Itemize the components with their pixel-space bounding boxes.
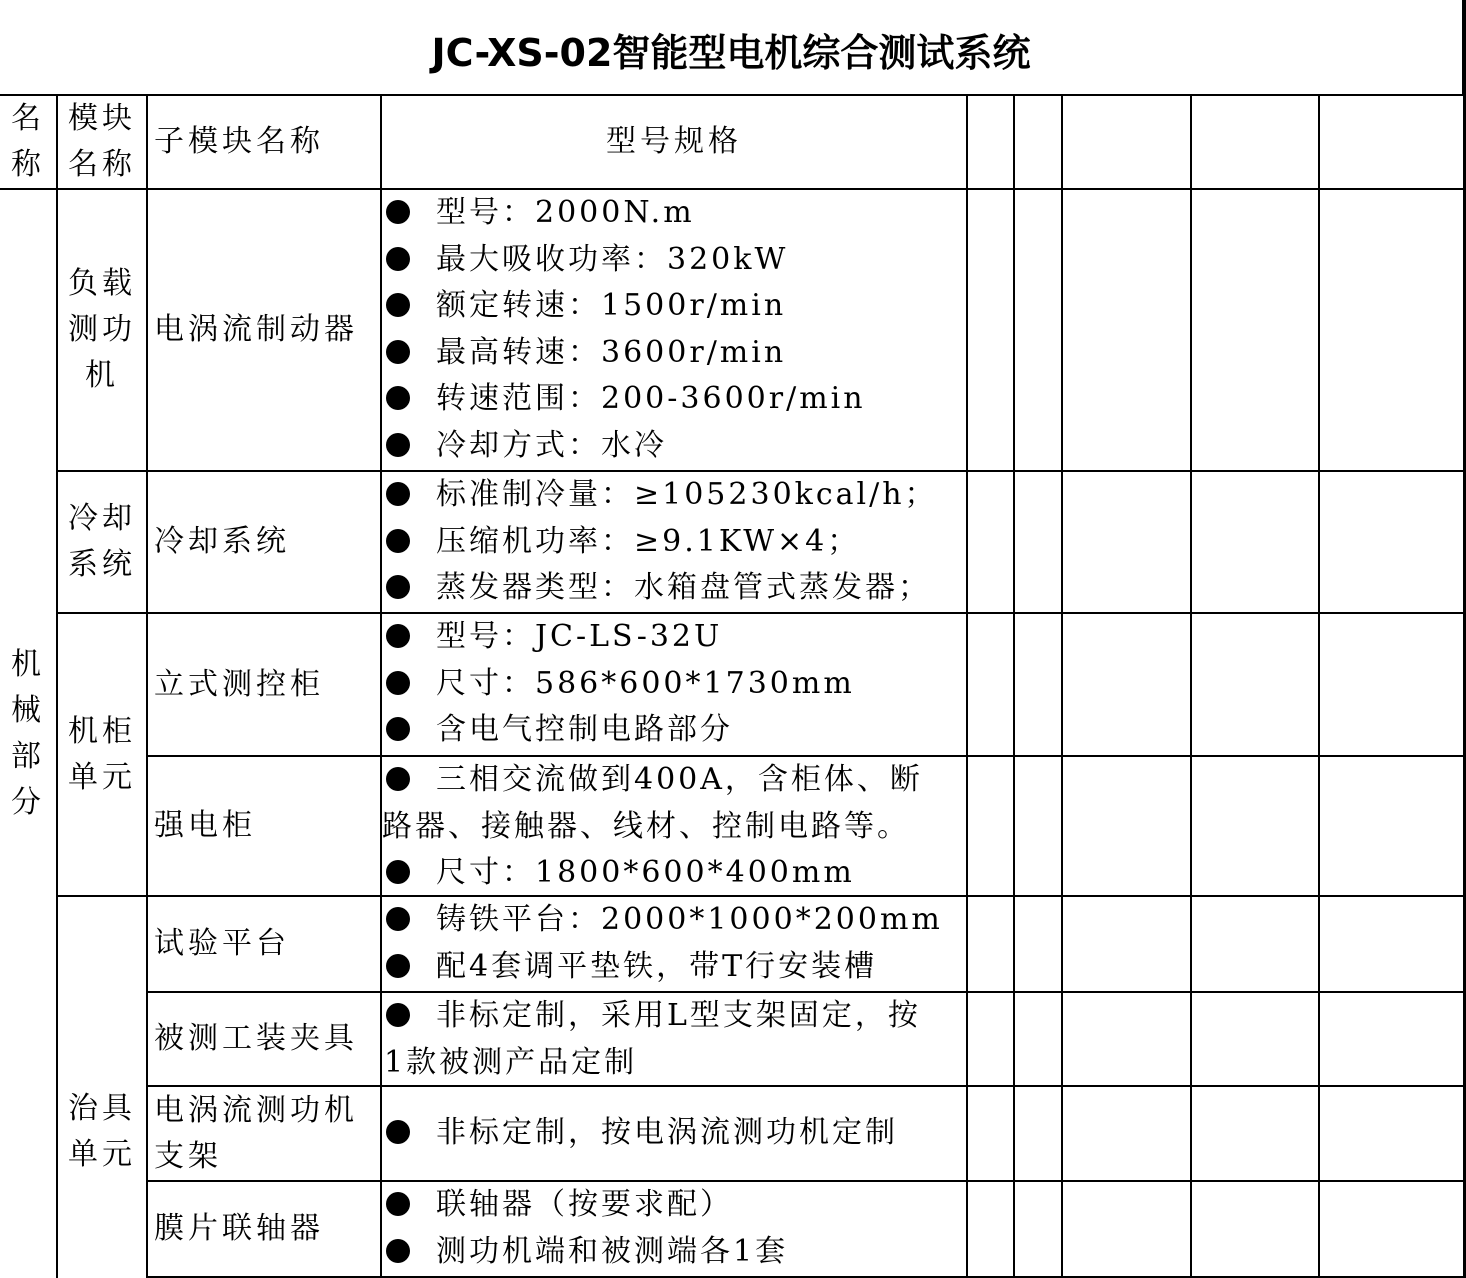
submodule-coupling: 膜片联轴器: [154, 1211, 324, 1246]
spec-power-cabinet: [382, 757, 966, 897]
bullet-icon: [386, 954, 410, 978]
col-divider: [966, 94, 968, 1278]
module-line: 测功: [68, 312, 136, 347]
spec-line: 额定转速：1500r/min: [386, 283, 966, 330]
header-name-char: 称: [11, 147, 45, 182]
category-char: 机: [11, 647, 45, 682]
module-load-dyno: [58, 190, 146, 470]
spec-line: 冷却方式：水冷: [386, 423, 966, 470]
module-cooling: [58, 472, 146, 612]
bullet-icon: [386, 386, 410, 410]
spec-dyno: [382, 190, 966, 469]
category-mechanical: [0, 190, 56, 1278]
module-line: 单元: [68, 759, 136, 795]
module-fixture: [58, 1040, 146, 1224]
bullet-icon: [386, 340, 410, 364]
module-line: 治具: [68, 1091, 136, 1126]
submodule-vertical-cabinet: 立式测控柜: [154, 666, 324, 702]
bullet-icon: [386, 907, 410, 931]
spec-line: 配4套调平垫铁，带T行安装槽: [386, 944, 966, 991]
submodule-power-cabinet: 强电柜: [154, 808, 256, 843]
submodule-cooling: 冷却系统: [154, 524, 290, 559]
spec-line: 铸铁平台：2000*1000*200mm: [386, 897, 966, 944]
header-name: [0, 96, 56, 188]
spec-line: 测功机端和被测端各1套: [386, 1229, 966, 1276]
spec-line: 标准制冷量：≥105230kcal/h；: [386, 472, 966, 519]
bullet-icon: [386, 247, 410, 271]
bullet-icon: [386, 767, 410, 791]
spec-line: 压缩机功率：≥9.1KW×4；: [386, 519, 966, 566]
module-line: 机柜: [68, 713, 136, 749]
category-char: 部: [11, 739, 45, 774]
module-line: 机: [85, 358, 119, 393]
spec-platform: [382, 897, 966, 990]
spec-line: 联轴器（按要求配）: [386, 1182, 966, 1229]
bullet-icon: [386, 529, 410, 553]
submodule-line: 电涡流测功机: [154, 1092, 358, 1128]
module-line: 单元: [68, 1137, 136, 1172]
module-line: 系统: [68, 547, 136, 582]
col-divider: [1061, 94, 1063, 1278]
bullet-icon: [386, 1239, 410, 1263]
spec-line: 非标定制，采用L型支架固定，按: [386, 993, 966, 1040]
category-char: 械: [11, 693, 45, 728]
spec-line: 尺寸：1800*600*400mm: [386, 850, 966, 897]
category-char: 分: [11, 785, 45, 820]
bullet-icon: [386, 433, 410, 457]
bullet-icon: [386, 1192, 410, 1216]
module-cabinet: [58, 614, 146, 895]
header-submodule: 子模块名称: [154, 124, 324, 159]
spec-line: 尺寸：586*600*1730mm: [386, 661, 966, 708]
col-divider: [1318, 94, 1320, 1278]
module-line: 冷却: [68, 501, 136, 536]
spec-line: 转速范围：200-3600r/min: [386, 376, 966, 423]
col-divider: [1013, 94, 1015, 1278]
header-module: [58, 96, 146, 188]
bullet-icon: [386, 671, 410, 695]
header-name-char: 名: [11, 101, 45, 136]
spec-fixture: [382, 993, 966, 1086]
module-line: 负载: [68, 266, 136, 301]
bullet-icon: [386, 1120, 410, 1144]
spec-vertical-cabinet: [382, 614, 966, 754]
submodule-line: 支架: [154, 1138, 222, 1174]
submodule-platform: 试验平台: [154, 926, 290, 961]
submodule-fixture: 被测工装夹具: [154, 1021, 358, 1056]
bullet-icon: [386, 1003, 410, 1027]
spec-cooling: [382, 472, 966, 612]
spec-line: 非标定制，按电涡流测功机定制: [386, 1110, 966, 1157]
spec-line: 路器、接触器、线材、控制电路等。: [382, 808, 910, 844]
header-spec: 型号规格: [606, 124, 742, 159]
document-title: JC-XS-02智能型电机综合测试系统: [0, 0, 1464, 94]
header-module-line: 模块: [68, 101, 136, 136]
spec-line: 蒸发器类型：水箱盘管式蒸发器；: [386, 565, 966, 612]
bullet-icon: [386, 860, 410, 884]
bullet-icon: [386, 482, 410, 506]
submodule-bracket: [148, 1087, 380, 1180]
header-module-line: 名称: [68, 147, 136, 182]
spec-line: 型号：JC-LS-32U: [386, 614, 966, 661]
spec-coupling: [382, 1182, 966, 1275]
bullet-icon: [386, 624, 410, 648]
bullet-icon: [386, 293, 410, 317]
spec-line: 1款被测产品定制: [384, 1044, 638, 1080]
spec-line: 最高转速：3600r/min: [386, 330, 966, 377]
spec-line: 最大吸收功率：320kW: [386, 237, 966, 284]
bullet-icon: [386, 200, 410, 224]
spec-line: 型号：2000N.m: [386, 190, 966, 237]
col-divider: [1190, 94, 1192, 1278]
spec-line: 含电气控制电路部分: [386, 707, 966, 754]
bullet-icon: [386, 575, 410, 599]
spec-line: 三相交流做到400A，含柜体、断: [386, 757, 966, 804]
spec-bracket: [382, 1110, 966, 1157]
submodule-dyno: 电涡流制动器: [154, 312, 358, 347]
bullet-icon: [386, 717, 410, 741]
